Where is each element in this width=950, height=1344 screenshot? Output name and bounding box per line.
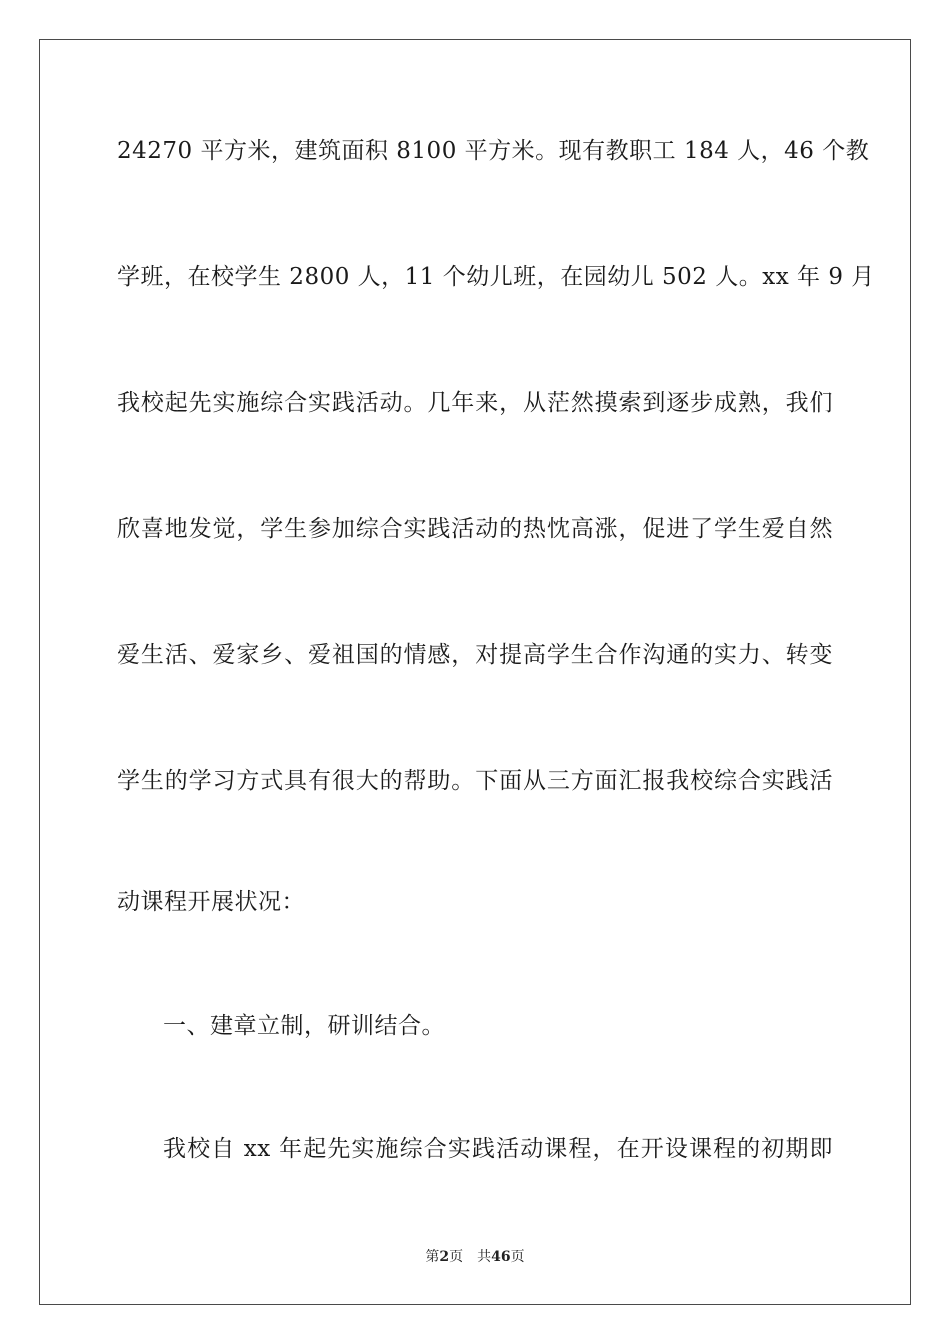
total-suffix: 页 — [510, 1249, 525, 1265]
body-line-3: 我校起先实施综合实践活动。几年来，从茫然摸索到逐步成熟，我们 — [117, 390, 833, 416]
body-line-7: 动课程开展状况： — [117, 889, 305, 915]
page-footer — [0, 1248, 950, 1266]
section-heading: 一、建章立制，研训结合。 — [163, 1013, 445, 1039]
page-frame — [39, 39, 911, 1305]
body-line-1: 24270 平方米，建筑面积 8100 平方米。现有教职工 184 人，46 个教 — [117, 138, 870, 164]
page-current: 2 — [439, 1249, 450, 1265]
body-line-5: 爱生活、爱家乡、爱祖国的情感，对提高学生合作沟通的实力、转变 — [117, 642, 833, 668]
body-line-2: 学班，在校学生 2800 人，11 个幼儿班，在园幼儿 502 人。xx 年 9 月 — [117, 264, 875, 290]
body-line-4: 欣喜地发觉，学生参加综合实践活动的热忱高涨，促进了学生爱自然 — [117, 516, 833, 542]
page-total: 46 — [491, 1249, 511, 1265]
body-line-6: 学生的学习方式具有很大的帮助。下面从三方面汇报我校综合实践活 — [117, 768, 833, 794]
page-suffix: 页 — [449, 1249, 464, 1265]
body-line-9: 我校自 xx 年起先实施综合实践活动课程，在开设课程的初期即 — [163, 1136, 833, 1162]
page-prefix: 第 — [425, 1249, 440, 1265]
total-prefix: 共 — [477, 1249, 492, 1265]
